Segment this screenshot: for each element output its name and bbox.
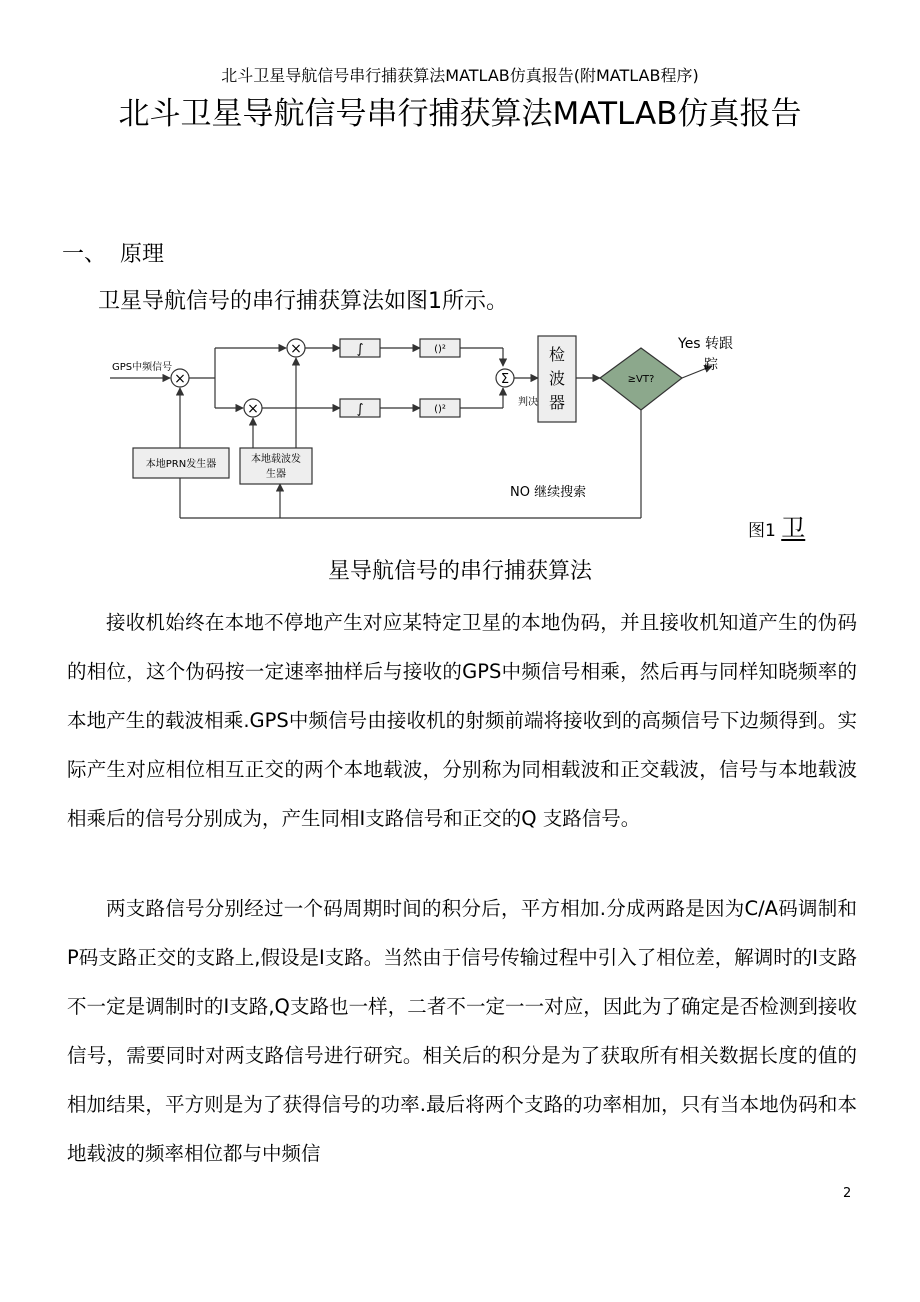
- decision-label: 判决: [518, 397, 538, 408]
- multiplier-input: [171, 369, 189, 387]
- squarer-lower: [420, 399, 460, 417]
- svg-text:∫: ∫: [356, 342, 364, 357]
- yes-label-line1: Yes 转跟: [678, 336, 734, 352]
- section-heading: [62, 240, 164, 270]
- running-header: 北斗卫星导航信号串行捕获算法MATLAB仿真报告(附MATLAB程序): [221, 66, 699, 85]
- section-title: 原理: [120, 242, 165, 267]
- figure-caption-continued: 星导航信号的串行捕获算法: [327, 559, 592, 584]
- figure-caption-first-char: 卫: [781, 514, 806, 542]
- threshold-decision: [600, 348, 682, 410]
- document-title: 北斗卫星导航信号串行捕获算法MATLAB仿真报告: [118, 96, 802, 132]
- svg-text:Σ: Σ: [500, 372, 510, 387]
- integrator-lower: [340, 399, 380, 417]
- squarer-upper: [420, 339, 460, 357]
- svg-text:≥VT?: ≥VT?: [627, 374, 655, 385]
- svg-text:∫: ∫: [356, 402, 364, 417]
- figure-number: 图1: [748, 521, 776, 541]
- svg-text:本地PRN发生器: 本地PRN发生器: [145, 459, 217, 470]
- svg-text:×: ×: [247, 401, 259, 417]
- svg-text:×: ×: [290, 341, 302, 357]
- svg-text:()²: ()²: [434, 404, 446, 415]
- section-number: 一、: [62, 242, 107, 267]
- prn-generator-box: [133, 448, 229, 478]
- input-signal-label: GPS中频信号: [112, 362, 173, 373]
- integrator-upper: [340, 339, 380, 357]
- multiplier-upper: [287, 339, 305, 357]
- intro-sentence: 卫星导航信号的串行捕获算法如图1所示。: [98, 289, 508, 314]
- multiplier-lower: [244, 399, 262, 417]
- svg-text:波: 波: [548, 369, 566, 388]
- svg-text:器: 器: [548, 393, 566, 412]
- svg-text:()²: ()²: [434, 344, 446, 355]
- page-number: 2: [843, 1186, 852, 1201]
- svg-text:本地载波发: 本地载波发: [251, 454, 301, 465]
- carrier-generator-box: [240, 448, 312, 484]
- yes-label-line2: 踪: [704, 357, 718, 373]
- paragraph-2: 两支路信号分别经过一个码周期时间的积分后，平方相加.分成两路是因为C/A码调制和P码支路正交的支路上,假设是I支路。当然由于信号传输过程中引入了相位差，解调时的I支路不一定是调制时的I支路,Q支路也一样，二者不一定一一对应，因此为了确定是否检测到接收信号，需要同时对两支路信号进行研究。相关后的积分是为了获取所有相关数据长度的值的相加结果，平方则是为了获得信号的功率.最后将两个支路的功率相加，只有当本地伪码和本地载波的频率相位都与中频信: [67, 897, 857, 1165]
- paragraph-1: 接收机始终在本地不停地产生对应某特定卫星的本地伪码，并且接收机知道产生的伪码的相位，这个伪码按一定速率抽样后与接收的GPS中频信号相乘，然后再与同样知晓频率的本地产生的载波相乘.GPS中频信号由接收机的射频前端将接收到的高频信号下边频得到。实际产生对应相位相互正交的两个本地载波，分别称为同相载波和正交载波，信号与本地载波相乘后的信号分别成为，产生同相I支路信号和正交的Q 支路信号。: [67, 611, 857, 830]
- summer: [496, 369, 514, 387]
- svg-text:生器: 生器: [266, 469, 286, 480]
- figure-caption-start: [748, 515, 805, 544]
- svg-text:检: 检: [548, 345, 566, 364]
- svg-text:×: ×: [174, 371, 186, 387]
- serial-acquisition-diagram: [100, 326, 820, 526]
- no-label: NO 继续搜索: [510, 485, 587, 500]
- detector-box: [538, 336, 576, 422]
